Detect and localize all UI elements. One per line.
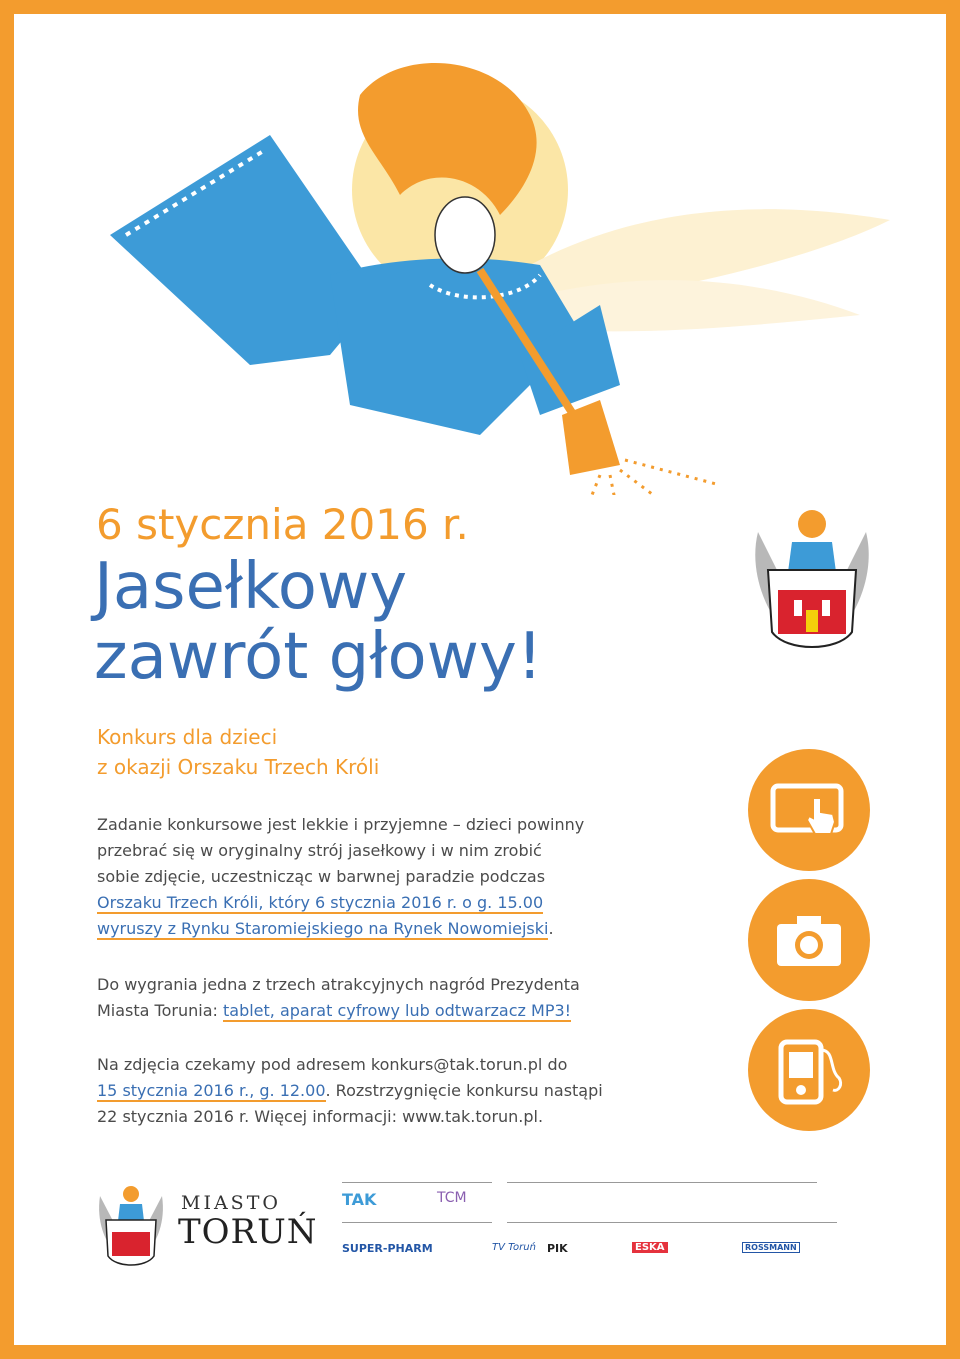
angel-illustration	[100, 55, 920, 495]
p1-line1: Zadanie konkursowe jest lekkie i przyjemne – dzieci powinny	[97, 815, 585, 834]
p1-end: .	[548, 919, 554, 938]
p1-link2: wyruszy z Rynku Staromiejskiego na Rynek Nowomiejski	[97, 919, 549, 938]
p2-link: tablet, aparat cyfrowy lub odtwarzacz MP3!	[222, 1001, 572, 1020]
mp3-player-icon	[769, 1030, 849, 1110]
paragraph-prizes	[97, 972, 617, 1024]
sponsor-pik: PIK	[547, 1242, 568, 1255]
city-label: MIASTO	[181, 1192, 281, 1214]
p2-prefix: Miasta Torunia:	[97, 1001, 223, 1020]
sponsor-super-pharm: SUPER-PHARM	[342, 1242, 433, 1255]
tablet-icon	[769, 770, 849, 850]
subtitle-line-1: Konkurs dla dzieci	[97, 725, 278, 749]
p3-line1: Na zdjęcia czekamy pod adresem konkurs@tak.torun.pl do	[97, 1055, 568, 1074]
torun-coat-of-arms	[748, 502, 876, 662]
title-line-1: Jasełkowy	[94, 550, 408, 624]
p3-line3: 22 stycznia 2016 r. Więcej informacji: www.tak.torun.pl.	[97, 1107, 544, 1126]
camera-icon-badge	[748, 879, 870, 1001]
subtitle-line-2: z okazji Orszaku Trzech Króli	[97, 755, 380, 779]
sponsor-tv-torun: TV Toruń	[492, 1242, 536, 1253]
paragraph-task	[97, 812, 617, 942]
sponsor-tak: TAK	[342, 1190, 377, 1209]
sponsor-logos	[342, 1176, 872, 1272]
sponsor-rossmann: ROSSMANN	[742, 1242, 800, 1253]
sponsor-eska: ESKA	[632, 1242, 668, 1253]
title-line-2: zawrót głowy!	[94, 620, 543, 694]
city-name: TORUŃ	[178, 1212, 318, 1252]
tablet-icon-badge	[748, 749, 870, 871]
paragraph-submission	[97, 1052, 617, 1130]
p3-link: 15 stycznia 2016 r., g. 12.00	[97, 1081, 326, 1100]
event-date: 6 stycznia 2016 r.	[96, 500, 469, 549]
page-title	[94, 552, 543, 692]
footer-coat-of-arms	[96, 1182, 166, 1270]
mp3-player-icon-badge	[748, 1009, 870, 1131]
sponsor-tcm: TCM	[437, 1190, 467, 1206]
p1-line2: przebrać się w oryginalny strój jasełkowy i w nim zrobić	[97, 841, 542, 860]
p1-link1: Orszaku Trzech Króli, który 6 stycznia 2016 r. o g. 15.00	[97, 893, 544, 912]
p3-rest: . Rozstrzygnięcie konkursu nastąpi	[325, 1081, 603, 1100]
subtitle	[97, 722, 379, 782]
camera-icon	[769, 900, 849, 980]
p1-line3: sobie zdjęcie, uczestnicząc w barwnej paradzie podczas	[97, 867, 546, 886]
p2-line1: Do wygrania jedna z trzech atrakcyjnych nagród Prezydenta	[97, 975, 580, 994]
